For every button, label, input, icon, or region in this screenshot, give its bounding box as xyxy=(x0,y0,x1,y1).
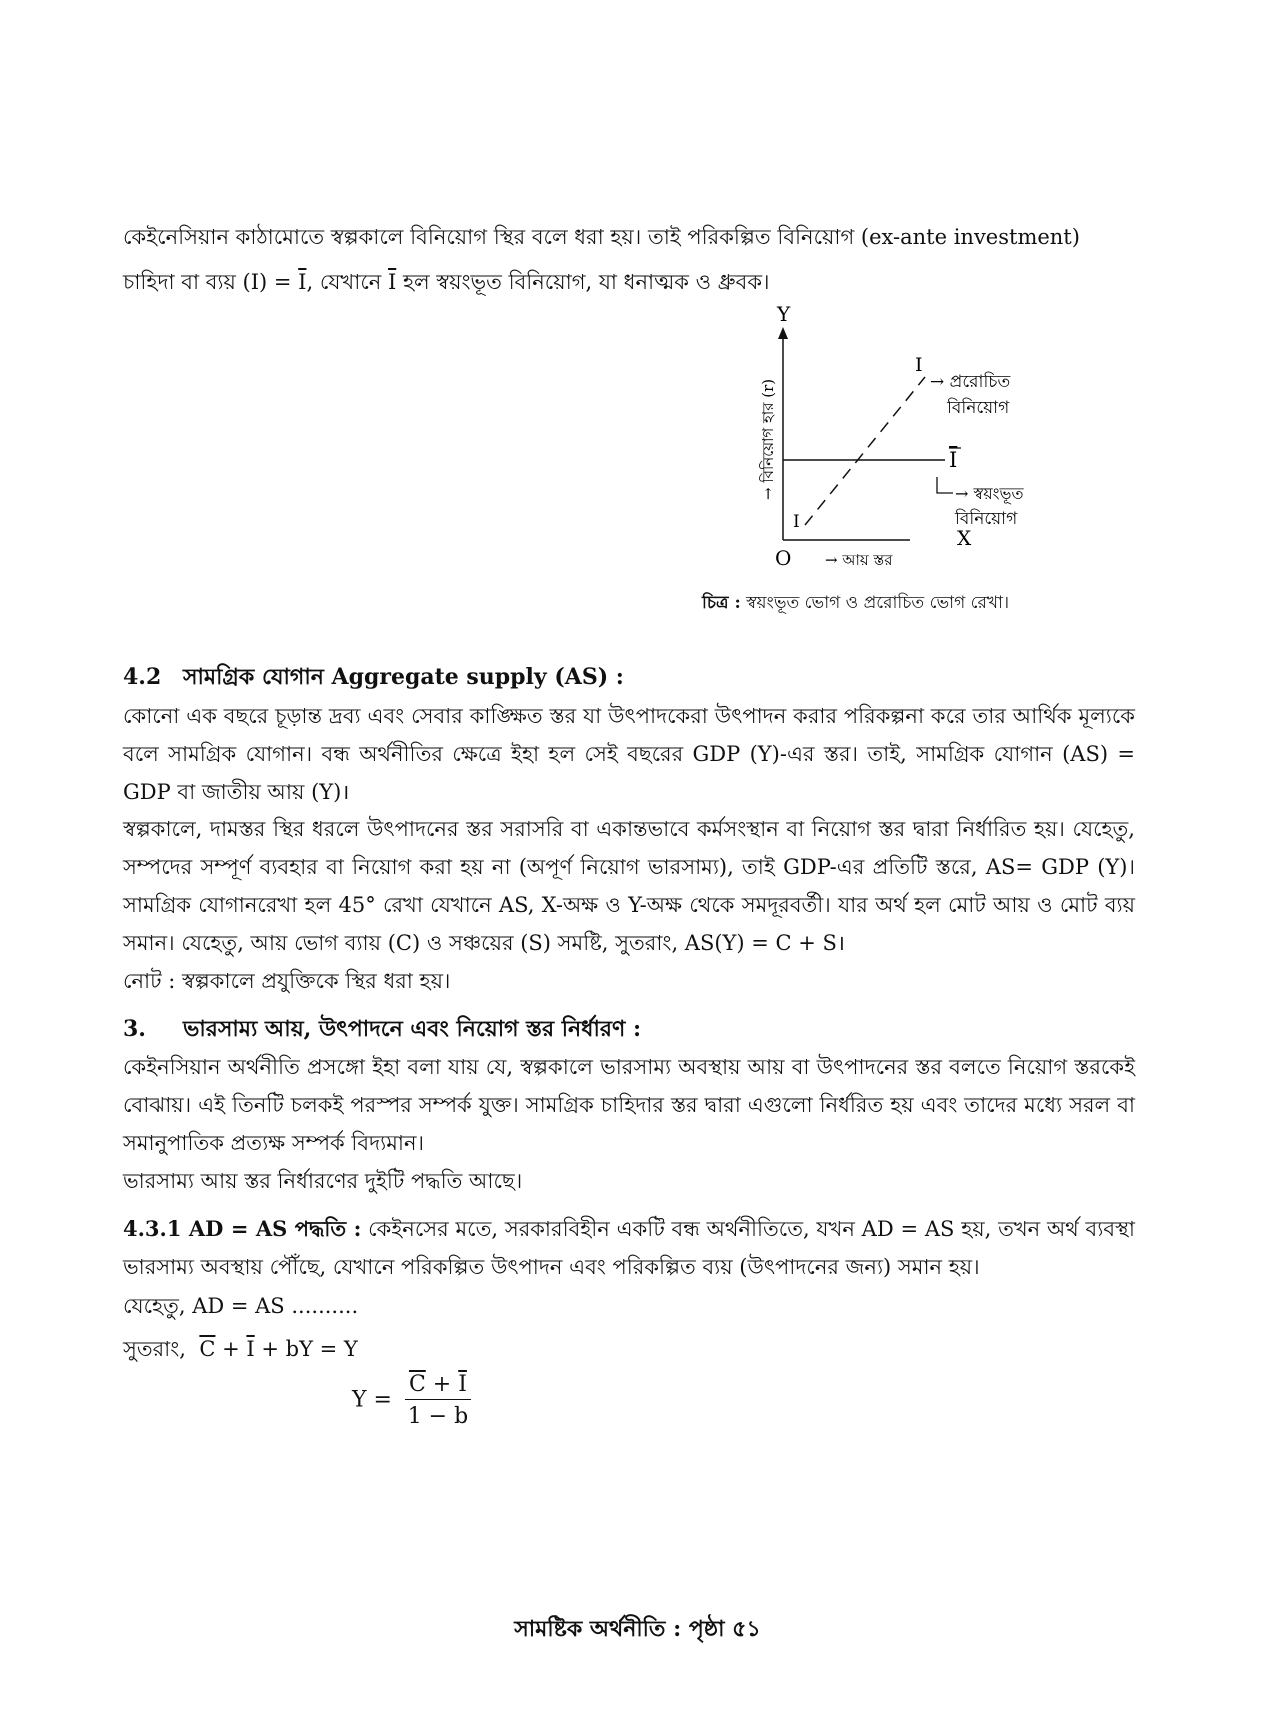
i-bar-symbol: $\overline{I}$ xyxy=(387,270,397,294)
investment-diagram xyxy=(735,305,1045,570)
section-4-2-paragraph-2: স্বল্পকালে, দামস্তর স্থির ধরলে উৎপাদনের স্তর সরাসরি বা একান্তভাবে কর্মসংস্থান বা নিয়োগ স্তর দ্বারা নির্ধারিত হয়। যেহেতু, সম্পদের সম্পূর্ণ ব্যবহার বা নিয়োগ করা হয় না (অপূর্ণ নিয়োগ ভারসাম্য), তাই GDP-এর প্রতিটি স্তরে, AS= GDP (Y)। সামগ্রিক যোগানরেখা হল 45° রেখা যেখানে AS, X-অক্ষ ও Y-অক্ষ থেকে সমদূরবর্তী। যার অর্থ হল মোট আয় ও মোট ব্যয় সমান। যেহেতু, আয় ভোগ ব্যায় (C) ও সঞ্চয়ের (S) সমষ্টি, সুতরাং, AS(Y) = C + S। xyxy=(123,817,1135,955)
induced-investment-line xyxy=(805,377,925,525)
intro-line-1: কেইনেসিয়ান কাঠামোতে স্বল্পকালে বিনিয়োগ স্থির বলে ধরা হয়। তাই পরিকল্পিত বিনিয়োগ (ex-ante investment) xyxy=(123,225,1080,249)
autonomous-label-2: বিনিয়োগ xyxy=(955,509,1018,529)
x-axis-label: → আয় স্তর xyxy=(825,551,893,569)
induced-line-label-bottom: I xyxy=(793,512,800,532)
induced-label-2: বিনিয়োগ xyxy=(947,398,1010,418)
intro-line-2: চাহিদা বা ব্যয় $(I) = \overline{I}$, যেখানে $\overline{I}$ হল স্বয়ংভূত বিনিয়োগ, যা ধনাত্মক ও ধ্রুবক। xyxy=(123,270,770,294)
autonomous-label-1: → স্বয়ংভূত xyxy=(955,484,1024,503)
page-footer: সামষ্টিক অর্থনীতি : পৃষ্ঠা ৫১ xyxy=(514,1616,761,1642)
section-3-paragraph-1: কেইনসিয়ান অর্থনীতি প্রসঙ্গো ইহা বলা যায় যে, স্বল্পকালে ভারসাম্য অবস্থায় আয় বা উৎপাদনের স্তর বলতে নিয়োগ স্তরকেই বোঝায়। এই তিনটি চলকই পরস্পর সম্পর্ক যুক্ত। সামগ্রিক চাহিদার স্তর দ্বারা এগুলো নির্ধরিত হয় এবং তাদের মধ্যে সরল বা সমানুপাতিক প্রত্যক্ষ সম্পর্ক বিদ্যমান। xyxy=(123,1055,1135,1155)
investment-figure xyxy=(735,305,1045,570)
figure-caption: চিত্র : স্বয়ংভূত ভোগ ও প্ররোচিত ভোগ রেখা। xyxy=(702,593,1010,613)
equation-1: সুতরাং, $\overline{C} + \overline{I}$ + bY = Y xyxy=(123,1337,358,1361)
x-axis-letter: X xyxy=(957,526,972,550)
section-4-3-1-paragraph: 4.3.1 AD = AS পদ্ধতি : কেইনসের মতে, সরকারবিহীন একটি বন্ধ অর্থনীতিতে, যখন AD = AS হয়, তখন অর্থ ব্যবস্থা ভারসাম্য অবস্থায় পৌঁছে, যেখানে পরিকল্পিত উৎপাদন এবং পরিকল্পিত ব্যয় (উৎপাদনের জন্য) সমান হয়। xyxy=(123,1216,1135,1279)
origin-label: O xyxy=(775,546,792,570)
section-4-2-paragraph-1: কোনো এক বছরে চূড়ান্ত দ্রব্য এবং সেবার কাঙ্ক্ষিত স্তর যা উৎপাদকেরা উৎপাদন করার পরিকল্পনা করে তার আর্থিক মূল্যকে বলে সামগ্রিক যোগান। বন্ধ অর্থনীতির ক্ষেত্রে ইহা হল সেই বছরের GDP (Y)-এর স্তর। তাই, সামগ্রিক যোগান (AS) = GDP বা জাতীয় আয় (Y)। xyxy=(123,704,1135,804)
since-line: যেহেতু, AD = AS .......... xyxy=(123,1294,359,1318)
section-heading-4-2: 4.2 সামগ্রিক যোগান Aggregate supply (AS) : xyxy=(123,664,624,690)
equation-2: Y = $\frac{\overline{C} + \overline{I}}{1 - b}$ xyxy=(352,1372,471,1429)
induced-line-label-top: I xyxy=(915,354,923,376)
section-heading-3: 3. ভারসাম্য আয়, উৎপাদনে এবং নিয়োগ স্তর নির্ধারণ : xyxy=(123,1016,642,1042)
i-bar-symbol: $\overline{I}$ xyxy=(298,270,307,294)
y-axis-label: → বিনিয়োগ হার (r) xyxy=(759,378,777,500)
section-3-paragraph-2: ভারসাম্য আয় স্তর নির্ধারণের দুইটি পদ্ধতি আছে। xyxy=(123,1169,523,1193)
y-axis-arrow xyxy=(778,327,788,339)
autonomous-pointer xyxy=(937,477,953,493)
section-4-2-note: নোট : স্বল্পকালে প্রযুক্তিকে স্থির ধরা হয়। xyxy=(123,969,451,993)
i-bar-label: I xyxy=(949,448,958,472)
equation-fraction: $\frac{\overline{C} + \overline{I}}{1 - b}$ xyxy=(405,1372,471,1429)
y-axis-letter: Y xyxy=(777,305,791,326)
induced-label-1: → প্ররোচিত xyxy=(930,372,1011,392)
